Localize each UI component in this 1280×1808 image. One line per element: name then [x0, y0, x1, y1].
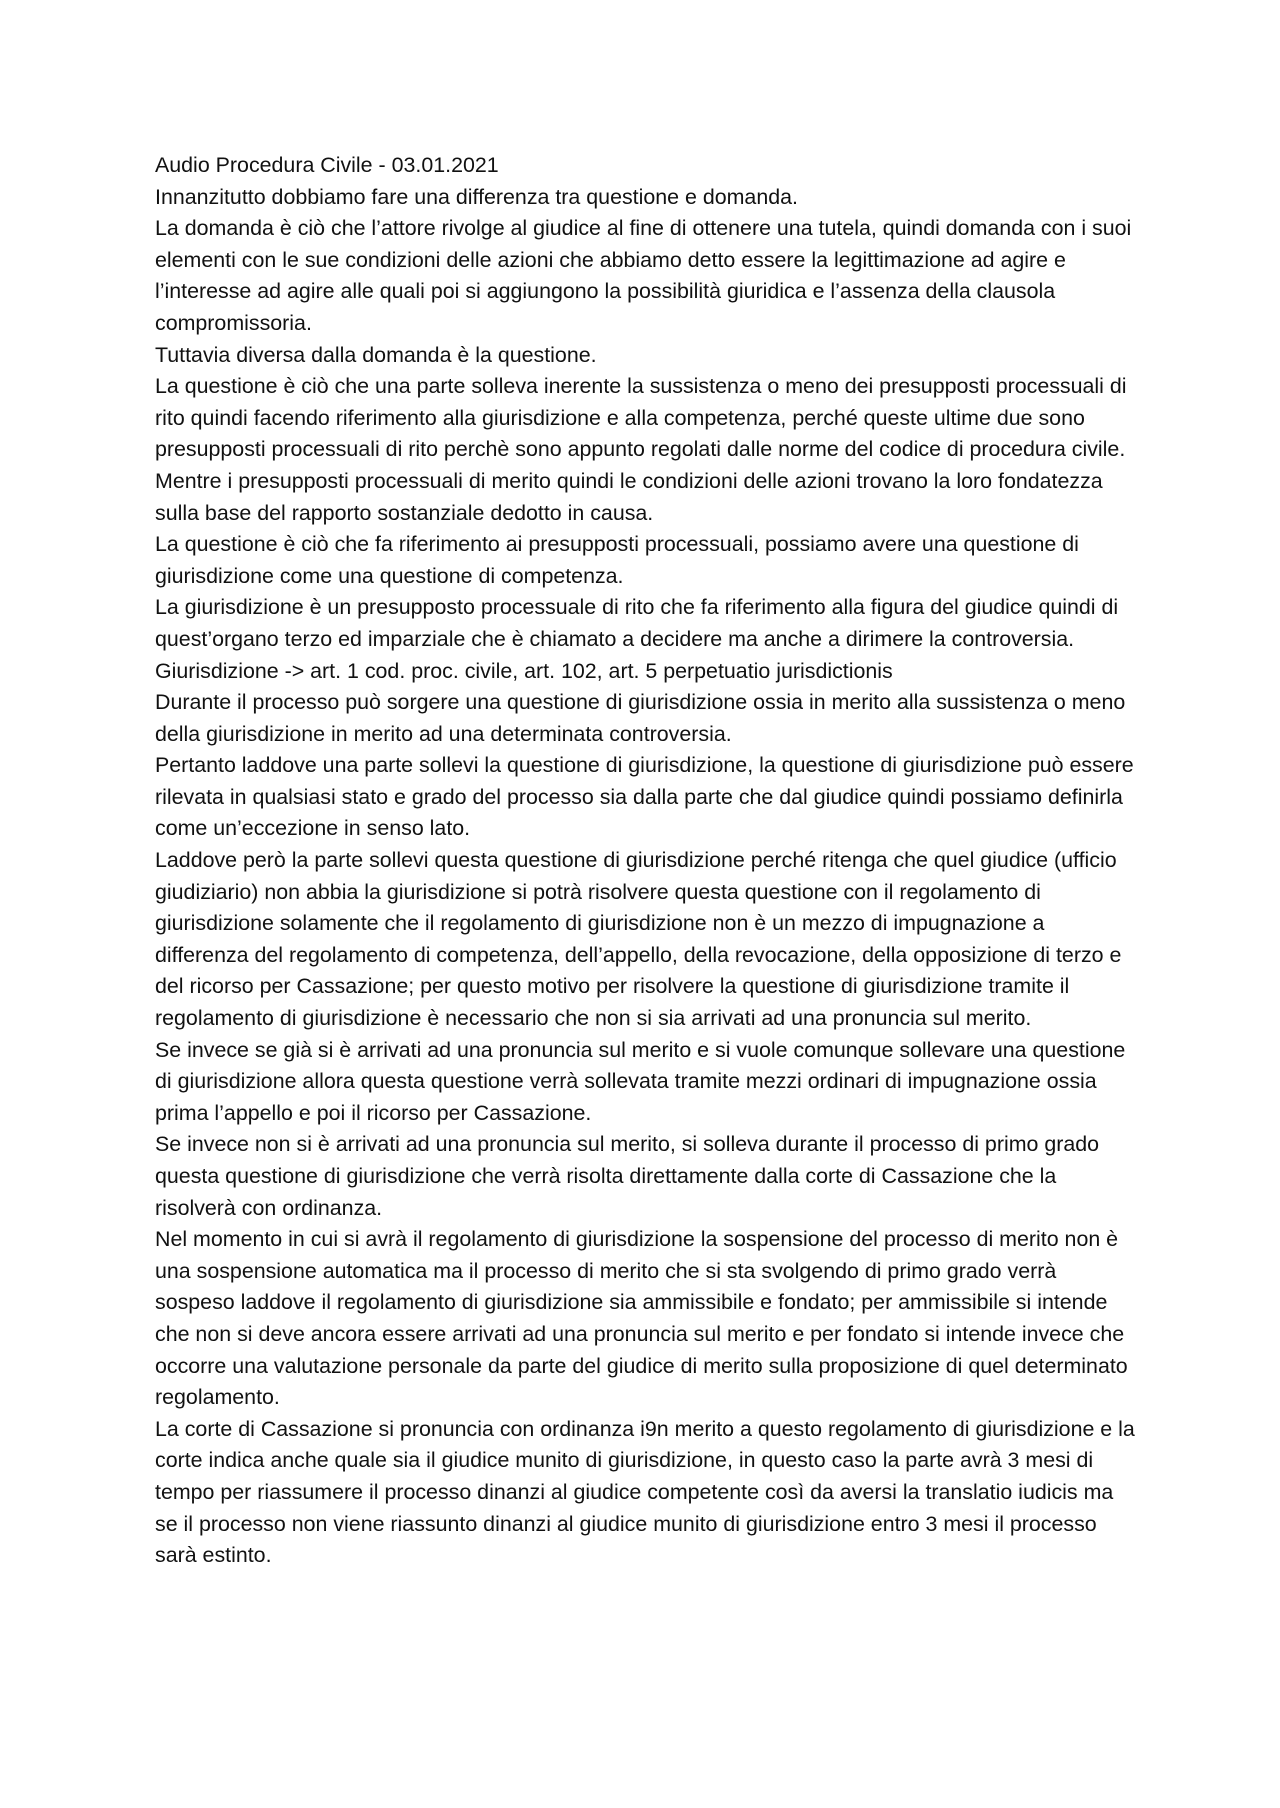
- paragraph: Innanzitutto dobbiamo fare una differenza tra questione e domanda.: [155, 184, 798, 209]
- paragraph: Mentre i presupposti processuali di merito quindi le condizioni delle azioni trovano la loro fondatezza sulla base del rapporto sostanziale dedotto in causa.: [155, 468, 1103, 525]
- paragraph: La corte di Cassazione si pronuncia con ordinanza i9n merito a questo regolamento di giurisdizione e la corte indica anche quale sia il giudice munito di giurisdizione, in questo caso la parte avrà 3 mesi di tempo per riassumere il processo dinanzi al giudice competente così da aversi la translatio iudicis ma se il processo non viene riassunto dinanzi al giudice munito di giurisdizione entro 3 mesi il processo sarà estinto.: [155, 1416, 1135, 1568]
- document-body: [155, 150, 1140, 1572]
- paragraph: La domanda è ciò che l’attore rivolge al giudice al fine di ottenere una tutela, quindi domanda con i suoi elementi con le sue condizioni delle azioni che abbiamo detto essere la legittimazione ad agire e l’interesse ad agire alle quali poi si aggiungono la possibilità giuridica e l’assenza della clausola compromissoria.: [155, 216, 1132, 335]
- paragraph: Laddove però la parte sollevi questa questione di giurisdizione perché ritenga che quel giudice (ufficio giudiziario) non abbia la giurisdizione si potrà risolvere questa questione con il regolamento di giurisdizione solamente che il regolamento di giurisdizione non è un mezzo di impugnazione a differenza del regolamento di competenza, dell’appello, della revocazione, della opposizione di terzo e del ricorso per Cassazione; per questo motivo per risolvere la questione di giurisdizione tramite il regolamento di giurisdizione è necessario che non si sia arrivati ad una pronuncia sul merito.: [155, 848, 1122, 1031]
- paragraph: Se invece se già si è arrivati ad una pronuncia sul merito e si vuole comunque sollevare una questione di giurisdizione allora questa questione verrà sollevata tramite mezzi ordinari di impugnazione ossia prima l’appello e poi il ricorso per Cassazione.: [155, 1037, 1126, 1125]
- paragraph: Se invece non si è arrivati ad una pronuncia sul merito, si solleva durante il processo di primo grado questa questione di giurisdizione che verrà risolta direttamente dalla corte di Cassazione che la risolverà con ordinanza.: [155, 1132, 1100, 1220]
- paragraph: La questione è ciò che una parte solleva inerente la sussistenza o meno dei presupposti processuali di rito quindi facendo riferimento alla giurisdizione e alla competenza, perché queste ultime due sono presupposti processuali di rito perchè sono appunto regolati dalle norme del codice di procedura civile.: [155, 374, 1127, 462]
- paragraph: Pertanto laddove una parte sollevi la questione di giurisdizione, la questione di giurisdizione può essere rilevata in qualsiasi stato e grado del processo sia dalla parte che dal giudice quindi possiamo definirla come un’eccezione in senso lato.: [155, 753, 1134, 841]
- paragraph: Giurisdizione -> art. 1 cod. proc. civile, art. 102, art. 5 perpetuatio jurisdictionis: [155, 658, 893, 683]
- document-title: Audio Procedura Civile - 03.01.2021: [155, 153, 499, 177]
- paragraph: Tuttavia diversa dalla domanda è la questione.: [155, 342, 597, 367]
- paragraph: Nel momento in cui si avrà il regolamento di giurisdizione la sospensione del processo di merito non è una sospensione automatica ma il processo di merito che si sta svolgendo di primo grado verrà sospeso laddove il regolamento di giurisdizione sia ammissibile e fondato; per ammissibile si intende che non si deve ancora essere arrivati ad una pronuncia sul merito e per fondato si intende invece che occorre una valutazione personale da parte del giudice di merito sulla proposizione di quel determinato regolamento.: [155, 1227, 1128, 1410]
- paragraph: La questione è ciò che fa riferimento ai presupposti processuali, possiamo avere una questione di giurisdizione come una questione di competenza.: [155, 532, 1079, 588]
- paragraph: Durante il processo può sorgere una questione di giurisdizione ossia in merito alla sussistenza o meno della giurisdizione in merito ad una determinata controversia.: [155, 690, 1126, 746]
- paragraph: La giurisdizione è un presupposto processuale di rito che fa riferimento alla figura del giudice quindi di quest’organo terzo ed imparziale che è chiamato a decidere ma anche a dirimere la controversia.: [155, 595, 1119, 651]
